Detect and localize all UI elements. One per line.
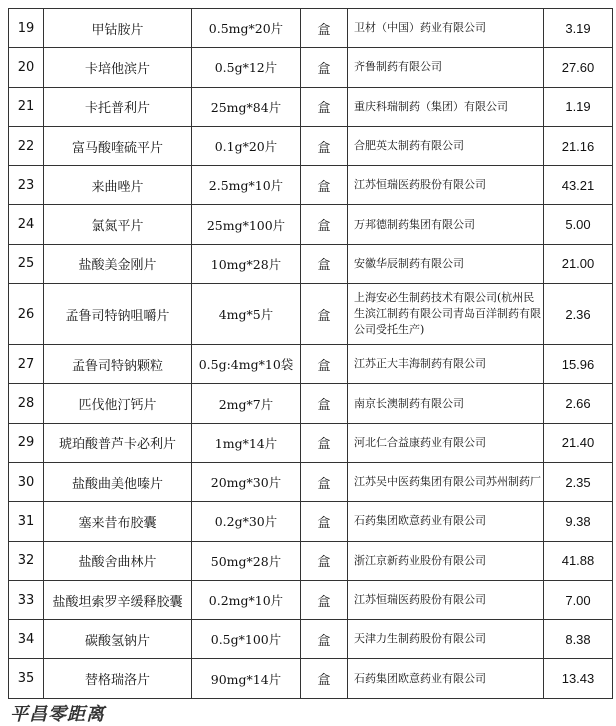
row-number-cell: 30 <box>9 462 44 501</box>
row-number-cell: 31 <box>9 502 44 541</box>
manufacturer-cell: 合肥英太制药有限公司 <box>348 126 544 165</box>
drug-name-cell: 盐酸美金刚片 <box>44 244 192 283</box>
price-cell: 5.00 <box>544 205 613 244</box>
row-number-cell: 32 <box>9 541 44 580</box>
row-number-cell: 19 <box>9 9 44 48</box>
package-unit-cell: 盒 <box>301 423 348 462</box>
drug-spec-cell: 0.1g*20片 <box>192 126 301 165</box>
drug-name-cell: 塞来昔布胶囊 <box>44 502 192 541</box>
drug-spec-cell: 0.5g*100片 <box>192 620 301 659</box>
table-row <box>9 166 613 205</box>
manufacturer-cell: 安徽华辰制药有限公司 <box>348 244 544 283</box>
manufacturer-cell: 河北仁合益康药业有限公司 <box>348 423 544 462</box>
drug-name-cell: 来曲唑片 <box>44 166 192 205</box>
table-row <box>9 384 613 423</box>
manufacturer-cell: 石药集团欧意药业有限公司 <box>348 502 544 541</box>
table-row <box>9 205 613 244</box>
price-cell: 13.43 <box>544 659 613 698</box>
table-row <box>9 284 613 345</box>
price-cell: 41.88 <box>544 541 613 580</box>
drug-name-cell: 盐酸舍曲林片 <box>44 541 192 580</box>
drug-spec-cell: 2.5mg*10片 <box>192 166 301 205</box>
drug-name-cell: 替格瑞洛片 <box>44 659 192 698</box>
package-unit-cell: 盒 <box>301 659 348 698</box>
table-row <box>9 502 613 541</box>
row-number-cell: 24 <box>9 205 44 244</box>
drug-spec-cell: 1mg*14片 <box>192 423 301 462</box>
drug-name-cell: 孟鲁司特钠咀嚼片 <box>44 284 192 345</box>
table-row <box>9 423 613 462</box>
package-unit-cell: 盒 <box>301 166 348 205</box>
drug-spec-cell: 0.5g*12片 <box>192 48 301 87</box>
table-row <box>9 462 613 501</box>
drug-name-cell: 琥珀酸普芦卡必利片 <box>44 423 192 462</box>
drug-spec-cell: 0.5g:4mg*10袋 <box>192 345 301 384</box>
package-unit-cell: 盒 <box>301 541 348 580</box>
drug-spec-cell: 90mg*14片 <box>192 659 301 698</box>
manufacturer-cell: 江苏恒瑞医药股份有限公司 <box>348 580 544 619</box>
package-unit-cell: 盒 <box>301 244 348 283</box>
table-row <box>9 541 613 580</box>
drug-spec-cell: 50mg*28片 <box>192 541 301 580</box>
package-unit-cell: 盒 <box>301 462 348 501</box>
drug-name-cell: 卡托普利片 <box>44 87 192 126</box>
drug-name-cell: 富马酸喹硫平片 <box>44 126 192 165</box>
package-unit-cell: 盒 <box>301 384 348 423</box>
price-cell: 21.00 <box>544 244 613 283</box>
row-number-cell: 20 <box>9 48 44 87</box>
drug-name-cell: 卡培他滨片 <box>44 48 192 87</box>
drug-spec-cell: 2mg*7片 <box>192 384 301 423</box>
row-number-cell: 34 <box>9 620 44 659</box>
drug-name-cell: 盐酸坦索罗辛缓释胶囊 <box>44 580 192 619</box>
drug-spec-cell: 4mg*5片 <box>192 284 301 345</box>
table-row <box>9 87 613 126</box>
row-number-cell: 23 <box>9 166 44 205</box>
package-unit-cell: 盒 <box>301 126 348 165</box>
table-row <box>9 48 613 87</box>
manufacturer-cell: 万邦德制药集团有限公司 <box>348 205 544 244</box>
drug-spec-cell: 20mg*30片 <box>192 462 301 501</box>
price-cell: 15.96 <box>544 345 613 384</box>
drug-name-cell: 孟鲁司特钠颗粒 <box>44 345 192 384</box>
package-unit-cell: 盒 <box>301 87 348 126</box>
row-number-cell: 25 <box>9 244 44 283</box>
manufacturer-cell: 天津力生制药股份有限公司 <box>348 620 544 659</box>
price-cell: 3.19 <box>544 9 613 48</box>
manufacturer-cell: 南京长澳制药有限公司 <box>348 384 544 423</box>
manufacturer-cell: 齐鲁制药有限公司 <box>348 48 544 87</box>
drug-name-cell: 盐酸曲美他嗪片 <box>44 462 192 501</box>
manufacturer-cell: 江苏正大丰海制药有限公司 <box>348 345 544 384</box>
table-row <box>9 659 613 698</box>
watermark-logo: 平昌零距离 <box>6 700 109 726</box>
row-number-cell: 27 <box>9 345 44 384</box>
price-cell: 43.21 <box>544 166 613 205</box>
price-cell: 1.19 <box>544 87 613 126</box>
package-unit-cell: 盒 <box>301 502 348 541</box>
row-number-cell: 21 <box>9 87 44 126</box>
price-cell: 2.66 <box>544 384 613 423</box>
manufacturer-cell: 上海安必生制药技术有限公司(杭州民生滨江制药有限公司青岛百洋制药有限公司受托生产) <box>348 284 544 345</box>
drug-price-table <box>8 8 613 699</box>
row-number-cell: 35 <box>9 659 44 698</box>
drug-name-cell: 氯氮平片 <box>44 205 192 244</box>
row-number-cell: 29 <box>9 423 44 462</box>
package-unit-cell: 盒 <box>301 205 348 244</box>
drug-spec-cell: 25mg*100片 <box>192 205 301 244</box>
manufacturer-cell: 浙江京新药业股份有限公司 <box>348 541 544 580</box>
drug-spec-cell: 25mg*84片 <box>192 87 301 126</box>
drug-name-cell: 碳酸氢钠片 <box>44 620 192 659</box>
manufacturer-cell: 江苏恒瑞医药股份有限公司 <box>348 166 544 205</box>
price-cell: 21.16 <box>544 126 613 165</box>
manufacturer-cell: 卫材（中国）药业有限公司 <box>348 9 544 48</box>
price-cell: 9.38 <box>544 502 613 541</box>
drug-spec-cell: 0.2g*30片 <box>192 502 301 541</box>
table-row <box>9 126 613 165</box>
package-unit-cell: 盒 <box>301 48 348 87</box>
price-cell: 2.36 <box>544 284 613 345</box>
package-unit-cell: 盒 <box>301 620 348 659</box>
price-cell: 27.60 <box>544 48 613 87</box>
table-row <box>9 580 613 619</box>
price-cell: 21.40 <box>544 423 613 462</box>
table-row <box>9 345 613 384</box>
drug-spec-cell: 0.2mg*10片 <box>192 580 301 619</box>
table-row <box>9 244 613 283</box>
table-body <box>9 9 613 699</box>
package-unit-cell: 盒 <box>301 345 348 384</box>
manufacturer-cell: 石药集团欧意药业有限公司 <box>348 659 544 698</box>
package-unit-cell: 盒 <box>301 580 348 619</box>
price-cell: 2.35 <box>544 462 613 501</box>
price-cell: 7.00 <box>544 580 613 619</box>
price-cell: 8.38 <box>544 620 613 659</box>
drug-spec-cell: 0.5mg*20片 <box>192 9 301 48</box>
row-number-cell: 33 <box>9 580 44 619</box>
row-number-cell: 26 <box>9 284 44 345</box>
table-row <box>9 9 613 48</box>
drug-name-cell: 甲钴胺片 <box>44 9 192 48</box>
package-unit-cell: 盒 <box>301 9 348 48</box>
manufacturer-cell: 重庆科瑞制药（集团）有限公司 <box>348 87 544 126</box>
package-unit-cell: 盒 <box>301 284 348 345</box>
row-number-cell: 28 <box>9 384 44 423</box>
table-row <box>9 620 613 659</box>
drug-name-cell: 匹伐他汀钙片 <box>44 384 192 423</box>
row-number-cell: 22 <box>9 126 44 165</box>
manufacturer-cell: 江苏吴中医药集团有限公司苏州制药厂 <box>348 462 544 501</box>
drug-spec-cell: 10mg*28片 <box>192 244 301 283</box>
